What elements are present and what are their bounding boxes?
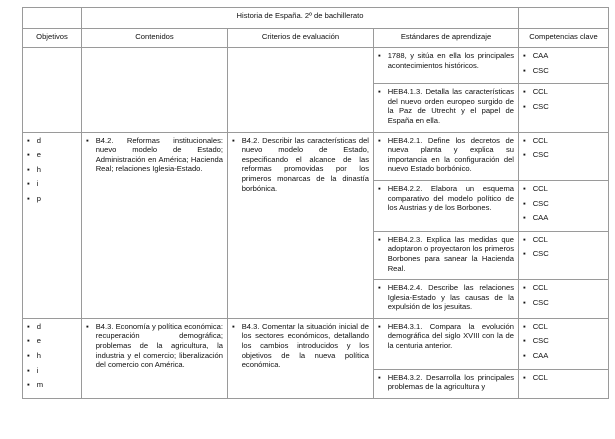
competencia-item	[523, 336, 604, 346]
bullet-icon: ▪	[27, 150, 30, 160]
objetivo-item	[27, 366, 77, 376]
estandar-item	[378, 184, 514, 213]
objetivo-item	[27, 179, 77, 189]
criterio-cell	[228, 48, 374, 133]
criterio-item-text: B4.2. Describir las características del nuevo modelo de Estado, especificando el alcance de las reformas promovidas por los primeros monarcas de la dinastía borbónica.	[241, 135, 369, 193]
objetivo-item-text: h	[36, 351, 41, 361]
estandar-item	[378, 235, 514, 273]
column-header-competencias: Competencias clave	[519, 29, 609, 48]
objetivo-item	[27, 150, 77, 160]
bullet-icon: ▪	[378, 87, 381, 97]
objetivo-item-text: h	[36, 164, 41, 174]
bullet-icon: ▪	[523, 321, 526, 331]
bullet-icon: ▪	[523, 51, 526, 60]
competencias-cell	[519, 48, 609, 84]
bullet-icon: ▪	[523, 249, 526, 259]
competencia-item-text: CCL	[532, 283, 548, 293]
estandar-cell	[374, 180, 519, 231]
estandar-item-text: HEB4.1.3. Detalla las características del nuevo orden europeo surgido de la Paz de Utrecht y el papel de España en ella.	[387, 87, 514, 125]
bullet-icon: ▪	[523, 87, 526, 97]
objetivo-item-text: i	[36, 179, 39, 189]
bullet-icon: ▪	[27, 193, 30, 203]
competencia-item-text: CSC	[532, 297, 549, 307]
objetivos-cell	[23, 318, 82, 398]
estandar-item	[378, 51, 514, 70]
estandar-item-text: HEB4.3.1. Compara la evolución demográfica del siglo XVIII con la de la centuria anterior.	[387, 321, 514, 351]
competencia-item	[523, 184, 604, 194]
competencia-item-text: CCL	[532, 135, 548, 145]
objetivo-item-text: m	[36, 380, 44, 390]
objetivo-item	[27, 194, 77, 204]
estandar-item-text: 1788, y sitúa en ella los principales acontecimientos históricos.	[387, 51, 514, 70]
competencia-item-text: CCL	[532, 321, 548, 331]
table-body	[23, 48, 609, 399]
contenido-item-text: B4.2. Reformas institucionales: nuevo modelo de Estado; Administración en América; Hacienda Real; relaciones Iglesia-Estado.	[95, 135, 223, 174]
estandar-item-text: HEB4.3.2. Desarrolla los principales problemas de la agricultura y	[387, 372, 514, 392]
bullet-icon: ▪	[86, 321, 89, 331]
competencia-item-text: CCL	[532, 234, 548, 244]
estandar-cell	[374, 280, 519, 319]
estandar-item	[378, 322, 514, 351]
competencia-item	[523, 283, 604, 293]
objetivo-item-text: p	[36, 193, 41, 203]
competencia-item	[523, 249, 604, 259]
competencia-item-text: CAA	[532, 51, 549, 60]
competencia-item	[523, 150, 604, 160]
criterio-item-text: B4.3. Comentar la situación inicial de los sectores económicos, detallando los cambios introducidos y los objetivos de la nueva política económica.	[241, 321, 369, 370]
objetivo-item-text: d	[36, 321, 41, 331]
estandar-item	[378, 136, 514, 174]
competencia-item-text: CCL	[532, 87, 548, 97]
objetivo-item-text: e	[36, 150, 41, 160]
bullet-icon: ▪	[523, 198, 526, 208]
estandar-cell	[374, 318, 519, 369]
objetivo-item	[27, 165, 77, 175]
bullet-icon: ▪	[378, 321, 381, 331]
competencia-item	[523, 373, 604, 383]
bullet-icon: ▪	[523, 336, 526, 346]
column-header-contenidos: Contenidos	[82, 29, 228, 48]
criterio-item	[232, 136, 369, 194]
competencias-cell	[519, 231, 609, 279]
competencia-item	[523, 213, 604, 223]
curriculum-table	[22, 7, 609, 399]
bullet-icon: ▪	[378, 283, 381, 293]
competencia-item	[523, 351, 604, 361]
competencia-item	[523, 66, 604, 76]
estandar-item	[378, 283, 514, 312]
bullet-icon: ▪	[378, 51, 381, 60]
bullet-icon: ▪	[523, 283, 526, 293]
estandar-cell	[374, 84, 519, 132]
bullet-icon: ▪	[378, 234, 381, 244]
contenido-item	[86, 322, 223, 370]
bullet-icon: ▪	[378, 183, 381, 193]
bullet-icon: ▪	[523, 65, 526, 75]
competencia-item-text: CSC	[532, 101, 549, 111]
table-row	[23, 318, 609, 369]
estandar-cell	[374, 132, 519, 180]
objetivo-item	[27, 322, 77, 332]
competencias-cell	[519, 369, 609, 398]
competencia-item	[523, 322, 604, 332]
criterio-cell	[228, 132, 374, 318]
bullet-icon: ▪	[523, 234, 526, 244]
bullet-icon: ▪	[378, 372, 381, 382]
objetivos-cell	[23, 48, 82, 133]
bullet-icon: ▪	[523, 135, 526, 145]
table-title: Historia de España. 2º de bachillerato	[82, 8, 519, 29]
bullet-icon: ▪	[523, 213, 526, 223]
competencia-item-text: CSC	[532, 249, 549, 259]
bullet-icon: ▪	[523, 183, 526, 193]
competencia-item-text: CSC	[532, 150, 549, 160]
objetivo-item-text: d	[36, 135, 41, 145]
criterio-cell	[228, 318, 374, 398]
contenido-item	[86, 136, 223, 174]
competencia-item-text: CSC	[532, 336, 549, 346]
contenido-cell	[82, 48, 228, 133]
bullet-icon: ▪	[378, 135, 381, 145]
competencia-item-text: CCL	[532, 183, 548, 193]
competencias-cell	[519, 318, 609, 369]
bullet-icon: ▪	[27, 336, 30, 346]
bullet-icon: ▪	[27, 179, 30, 189]
bullet-icon: ▪	[523, 101, 526, 111]
objetivo-item-text: e	[36, 336, 41, 346]
estandar-item-text: HEB4.2.4. Describe las relaciones Iglesia-Estado y las causas de la expulsión de los jesuitas.	[387, 283, 514, 312]
objetivos-cell	[23, 132, 82, 318]
objetivo-item-text: i	[36, 365, 39, 375]
column-header-estandares: Estándares de aprendizaje	[374, 29, 519, 48]
competencia-item	[523, 51, 604, 61]
competencia-item-text: CAA	[532, 213, 549, 223]
competencias-cell	[519, 180, 609, 231]
bullet-icon: ▪	[86, 135, 89, 145]
bullet-icon: ▪	[27, 135, 30, 145]
objetivo-item	[27, 136, 77, 146]
contenido-cell	[82, 318, 228, 398]
estandar-item-text: HEB4.2.2. Elabora un esquema comparativo del modelo político de los Austrias y de los Borbones.	[387, 183, 514, 213]
competencia-item	[523, 87, 604, 97]
estandar-item	[378, 87, 514, 125]
bullet-icon: ▪	[27, 365, 30, 375]
competencia-item	[523, 235, 604, 245]
competencias-cell	[519, 84, 609, 132]
bullet-icon: ▪	[523, 297, 526, 307]
criterio-item	[232, 322, 369, 370]
competencia-item-text: CCL	[532, 372, 548, 382]
bullet-icon: ▪	[27, 351, 30, 361]
estandar-cell	[374, 369, 519, 398]
header-corner-cell	[519, 8, 609, 29]
column-header-criterios: Criterios de evaluación	[228, 29, 374, 48]
competencias-cell	[519, 280, 609, 319]
competencia-item	[523, 102, 604, 112]
bullet-icon: ▪	[523, 150, 526, 160]
contenido-item-text: B4.3. Economía y política económica: recuperación demográfica; problemas de la agricultura, la industria y el comercio; liberalización del comercio con América.	[95, 321, 223, 370]
objetivo-item	[27, 336, 77, 346]
contenido-cell	[82, 132, 228, 318]
table-row	[23, 132, 609, 180]
column-header-objetivos: Objetivos	[23, 29, 82, 48]
competencia-item-text: CSC	[532, 65, 549, 75]
competencia-item	[523, 136, 604, 146]
estandar-cell	[374, 231, 519, 279]
header-corner-cell	[23, 8, 82, 29]
competencia-item-text: CAA	[532, 351, 549, 361]
objetivo-item	[27, 380, 77, 390]
estandar-cell	[374, 48, 519, 84]
bullet-icon: ▪	[232, 135, 235, 145]
estandar-item	[378, 373, 514, 392]
bullet-icon: ▪	[523, 351, 526, 361]
bullet-icon: ▪	[27, 321, 30, 331]
competencias-cell	[519, 132, 609, 180]
competencia-item	[523, 199, 604, 209]
bullet-icon: ▪	[27, 164, 30, 174]
table-row	[23, 48, 609, 84]
estandar-item-text: HEB4.2.3. Explica las medidas que adoptaron o proyectaron los primeros Borbones para sanear la Hacienda Real.	[387, 234, 514, 273]
bullet-icon: ▪	[523, 372, 526, 382]
bullet-icon: ▪	[27, 380, 30, 390]
estandar-item-text: HEB4.2.1. Define los decretos de nueva planta y explica su importancia en la configuración del nuevo Estado borbónico.	[387, 135, 514, 174]
competencia-item	[523, 298, 604, 308]
objetivo-item	[27, 351, 77, 361]
competencia-item-text: CSC	[532, 198, 549, 208]
bullet-icon: ▪	[232, 321, 235, 331]
